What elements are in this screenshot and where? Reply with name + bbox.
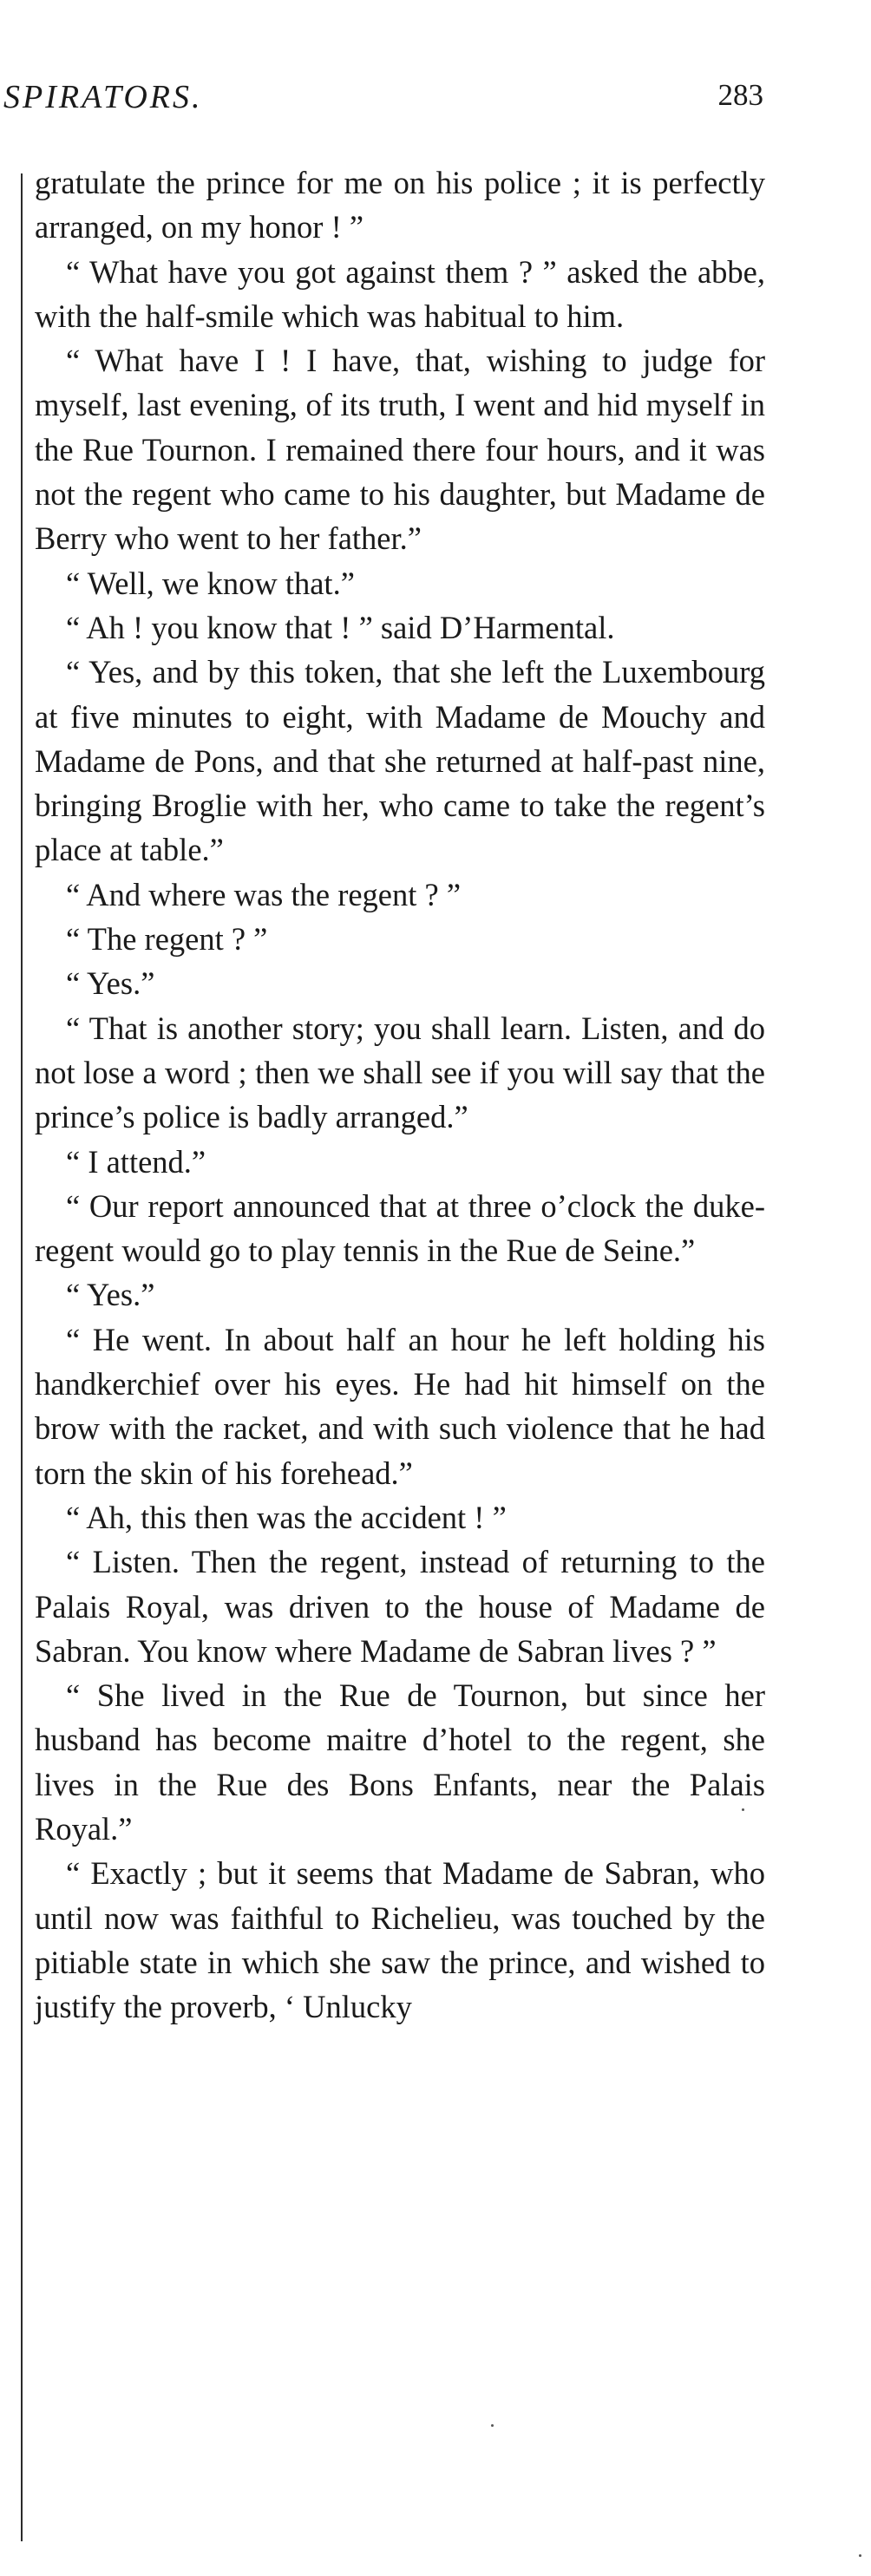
paragraph: “ Listen. Then the regent, instead of returning to the Palais Royal, was driven to the house of Madame de Sabran. You know where Madame de Sabran lives ? ”	[35, 1544, 765, 1669]
margin-rule	[21, 173, 23, 2541]
paragraph: “ Our report announced that at three o’clock the duke-regent would go to play tennis in the Rue de Seine.”	[35, 1187, 765, 1269]
paragraph: “ Exactly ; but it seems that Madame de Sabran, who until now was faithful to Richelieu, was touched by the pitiable state in which she saw the prince, and wished to justify the proverb, ‘ Unlucky	[35, 1855, 765, 2025]
paragraph: “ That is another story; you shall learn. Listen, and do not lose a word ; then we shall see if you will say that the prince’s police is badly arranged.”	[35, 1010, 765, 1135]
paper-speck	[859, 2554, 861, 2557]
paragraph: “ What have I ! I have, that, wishing to judge for myself, last evening, of its truth, I went and hid myself in the Rue Tournon. I remained there four hours, and it was not the regent who came to his daughter, but Madame de Berry who went to her father.”	[35, 343, 765, 557]
paragraph: “ Yes, and by this token, that she left the Luxembourg at five minutes to eight, with Madame de Mouchy and Madame de Pons, and that she returned at half-past nine, bringing Broglie with her, who came to take the regent’s place at table.”	[35, 654, 765, 868]
paragraph: “ Yes.”	[66, 1277, 155, 1313]
running-title: SPIRATORS.	[3, 79, 203, 115]
paragraph: “ I attend.”	[66, 1143, 206, 1180]
page-number: 283	[717, 78, 763, 112]
paragraph: “ And where was the regent ? ”	[66, 876, 462, 912]
paragraph: “ What have you got against them ? ” asked the abbe, with the half-smile which was habitual to him.	[35, 253, 765, 334]
paper-speck	[742, 1808, 744, 1811]
paragraph: “ She lived in the Rue de Tournon, but since her husband has become maitre d’hotel to the regent, she lives in the Rue des Bons Enfants, near the Palais Royal.”	[35, 1677, 765, 1847]
paragraph: “ Ah, this then was the accident ! ”	[66, 1499, 507, 1535]
paragraph: “ He went. In about half an hour he left holding his handkerchief over his eyes. He had hit himself on the brow with the racket, and with such violence that he had torn the skin of his forehead.”	[35, 1321, 765, 1491]
body-text	[35, 160, 765, 2029]
paragraph: “ Yes.”	[66, 965, 155, 1002]
paragraph: gratulate the prince for me on his police ; it is perfectly arranged, on my honor ! ”	[35, 165, 765, 245]
paragraph: “ Well, we know that.”	[66, 565, 355, 601]
paper-speck	[491, 2424, 494, 2427]
paragraph: “ The regent ? ”	[66, 921, 268, 958]
paragraph: “ Ah ! you know that ! ” said D’Harmental.	[66, 609, 615, 645]
running-head	[0, 78, 763, 121]
